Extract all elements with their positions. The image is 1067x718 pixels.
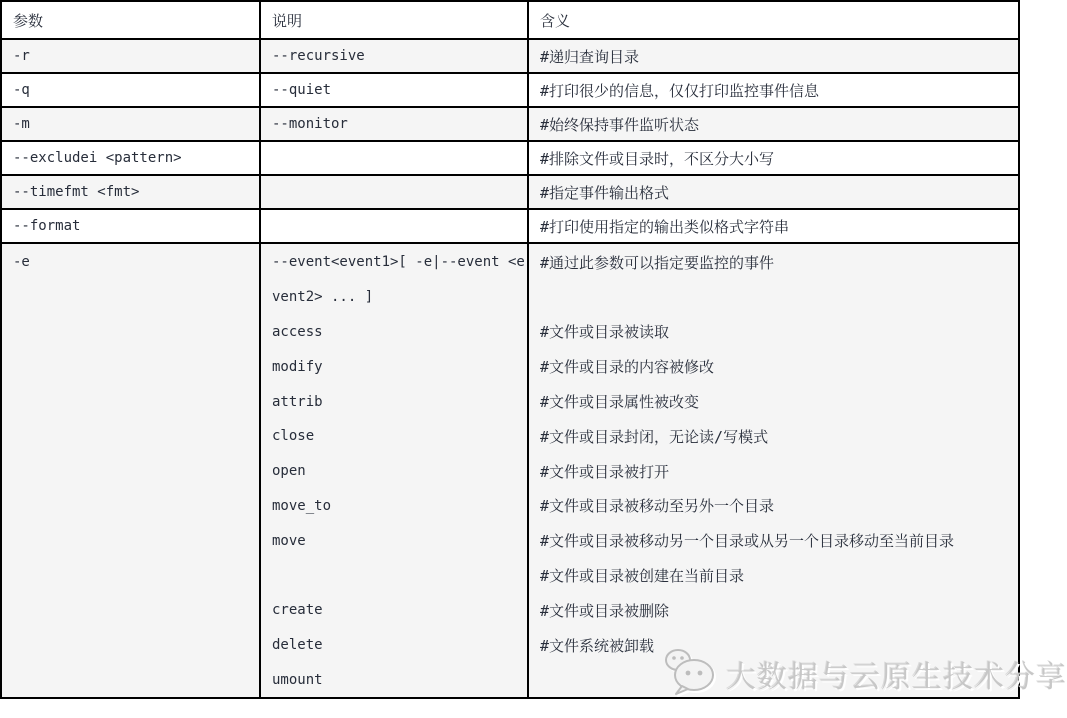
header-desc: 说明	[260, 1, 528, 39]
table-row	[1, 141, 1019, 175]
table-row	[1, 107, 1019, 141]
cell-meaning: #递归查询目录	[528, 39, 1019, 73]
event-desc-line: umount	[272, 671, 323, 688]
event-desc-line: create	[272, 602, 323, 619]
cell-param: --excludei <pattern>	[1, 141, 260, 175]
cell-desc	[260, 243, 528, 698]
event-meaning-line	[540, 280, 1012, 315]
cell-param: --format	[1, 209, 260, 243]
header-row	[1, 1, 1019, 39]
event-meaning-line: #文件或目录被读取	[540, 323, 670, 342]
table-row	[1, 73, 1019, 107]
table-row	[1, 175, 1019, 209]
event-param-label: -e	[13, 254, 30, 271]
cell-param	[1, 243, 260, 698]
cell-param: -q	[1, 73, 260, 107]
event-meaning-line: #文件或目录属性被改变	[540, 393, 700, 412]
cell-desc	[260, 175, 528, 209]
event-desc-line	[272, 558, 521, 593]
table-row	[1, 209, 1019, 243]
cell-meaning: #打印使用指定的输出类似格式字符串	[528, 209, 1019, 243]
event-desc-line: open	[272, 463, 306, 480]
cell-meaning	[528, 243, 1019, 698]
watermark-text: 大数据与云原生技术分享	[726, 660, 1067, 695]
cell-meaning: #打印很少的信息，仅仅打印监控事件信息	[528, 73, 1019, 107]
cell-desc: --monitor	[260, 107, 528, 141]
cell-param: --timefmt <fmt>	[1, 175, 260, 209]
cell-meaning: #排除文件或目录时，不区分大小写	[528, 141, 1019, 175]
event-meaning-line: #文件或目录封闭，无论读/写模式	[540, 427, 769, 446]
event-desc-line: vent2> ... ]	[272, 289, 374, 306]
table-row	[1, 39, 1019, 73]
event-desc-line: attrib	[272, 393, 323, 410]
cell-desc: --recursive	[260, 39, 528, 73]
event-desc-line: close	[272, 428, 315, 445]
header-param: 参数	[1, 1, 260, 39]
cell-desc	[260, 141, 528, 175]
cell-meaning: #指定事件输出格式	[528, 175, 1019, 209]
event-desc-line: modify	[272, 358, 323, 375]
cell-desc	[260, 209, 528, 243]
event-meaning-line: #通过此参数可以指定要监控的事件	[540, 253, 775, 272]
cell-param: -r	[1, 39, 260, 73]
event-meaning-line	[540, 663, 1012, 698]
event-desc-line: --event<event1>[ -e|--event <e	[272, 254, 525, 271]
event-meaning-line: #文件或目录被打开	[540, 462, 670, 481]
event-desc-line: move_to	[272, 497, 332, 514]
event-meaning-line: #文件或目录被创建在当前目录	[540, 567, 745, 586]
event-desc-line: move	[272, 532, 306, 549]
event-meaning-line: #文件或目录被移动另一个目录或从另一个目录移动至当前目录	[540, 532, 955, 551]
event-row	[1, 243, 1019, 698]
event-desc-line: access	[272, 323, 323, 340]
cell-meaning: #始终保持事件监听状态	[528, 107, 1019, 141]
header-meaning: 含义	[528, 1, 1019, 39]
event-meaning-line: #文件或目录被移动至另外一个目录	[540, 497, 775, 516]
event-meaning-line: #文件或目录被删除	[540, 601, 670, 620]
cell-param: -m	[1, 107, 260, 141]
event-meaning-line: #文件系统被卸载	[540, 636, 655, 655]
event-desc-line: delete	[272, 637, 323, 654]
event-meaning-line: #文件或目录的内容被修改	[540, 358, 715, 377]
cell-desc: --quiet	[260, 73, 528, 107]
